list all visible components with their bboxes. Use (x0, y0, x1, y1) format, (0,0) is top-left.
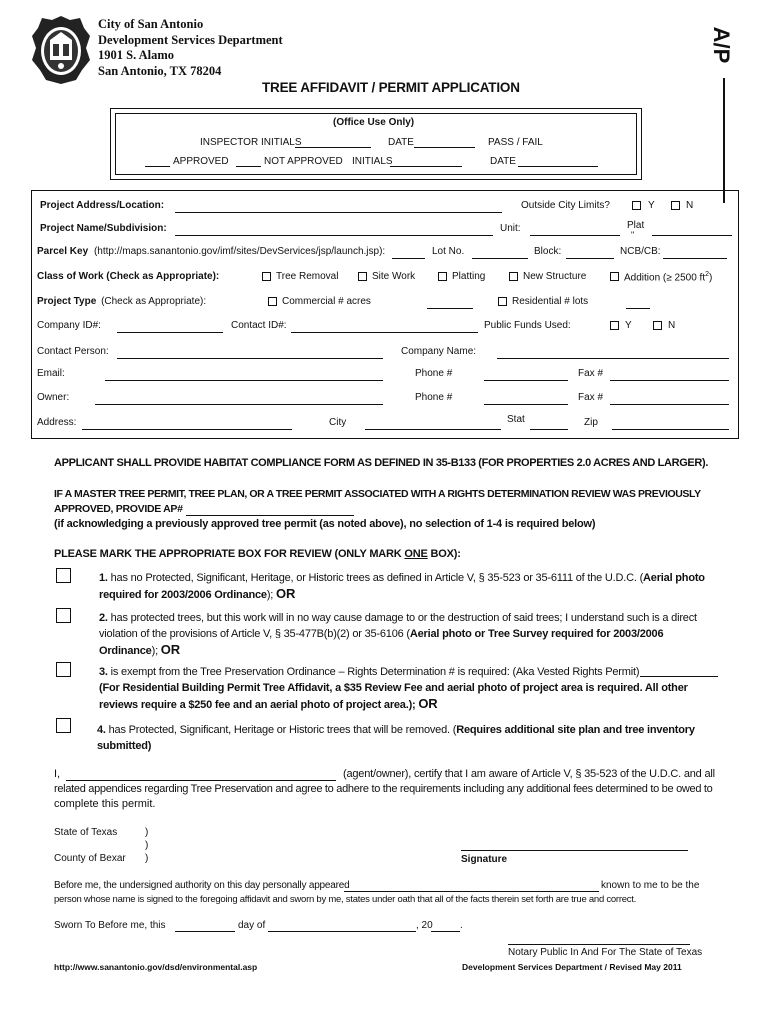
new-structure-label: New Structure (523, 271, 587, 282)
city-seal-icon (30, 14, 92, 86)
master-permit-line1: IF A MASTER TREE PERMIT, TREE PLAN, OR A TREE PERMIT ASSOCIATED WITH A RIGHTS DETERMINATION REVIEW WAS PREVIOUSLY (54, 488, 701, 500)
approved-field[interactable] (145, 166, 170, 167)
org-street: 1901 S. Alamo (98, 48, 175, 62)
option-1-d: ); (266, 589, 277, 601)
option-2-or: OR (160, 642, 180, 657)
master-permit-line2: APPROVED, PROVIDE AP# (54, 503, 183, 515)
office-date2-label: DATE (490, 156, 516, 167)
pass-fail-label: PASS / FAIL (488, 137, 543, 148)
contact-id-label: Contact ID#: (231, 320, 287, 331)
option-1-checkbox[interactable] (56, 568, 71, 583)
platting-label: Platting (452, 271, 486, 282)
owner-label: Owner: (37, 392, 70, 403)
owner-phone-field[interactable] (484, 404, 568, 405)
site-work-checkbox[interactable] (358, 272, 367, 281)
outside-city-no-label: N (686, 200, 694, 211)
contact-id-field[interactable] (291, 332, 478, 333)
ncb-field[interactable] (663, 258, 727, 259)
owner-phone-label: Phone # (415, 392, 453, 403)
city-field[interactable] (365, 429, 501, 430)
signature-field[interactable] (461, 850, 688, 851)
option-3-a: is exempt from the Tree Preservation Ordinance – Rights Determination # is required: (Aka Vested Rights Permit) (110, 666, 640, 678)
owner-fax-label: Fax # (578, 392, 604, 403)
sworn-d: . (460, 920, 463, 931)
paren-3: ) (145, 853, 149, 864)
public-funds-no-checkbox[interactable] (653, 321, 662, 330)
state-of-texas: State of Texas (54, 827, 118, 838)
project-address-field[interactable] (175, 212, 502, 213)
option-4-checkbox[interactable] (56, 718, 71, 733)
rights-determination-field[interactable] (640, 676, 718, 677)
contact-person-field[interactable] (117, 358, 383, 359)
project-name-label: Project Name/Subdivision: (40, 223, 167, 234)
lot-no-label: Lot No. (432, 246, 465, 257)
outside-city-yes-label: Y (648, 200, 655, 211)
option-3-text (99, 664, 719, 713)
residential-checkbox[interactable] (498, 297, 507, 306)
sworn-month-field[interactable] (268, 931, 416, 932)
inspector-initials-label: INSPECTOR INITIALS (200, 137, 302, 148)
office-date2-field[interactable] (518, 166, 598, 167)
plat-field[interactable] (652, 235, 732, 236)
commercial-acres-field[interactable] (427, 308, 473, 309)
fax-label: Fax # (578, 368, 604, 379)
company-id-label: Company ID#: (37, 320, 101, 331)
platting-checkbox[interactable] (438, 272, 447, 281)
zip-field[interactable] (612, 429, 729, 430)
option-1-c: required for 2003/2006 Ordinance (99, 589, 267, 601)
option-3-checkbox[interactable] (56, 662, 71, 677)
option-1-num: 1. (99, 572, 108, 584)
before-me-a: Before me, the undersigned authority on this day personally appeared (54, 880, 350, 891)
commercial-label: Commercial # acres (282, 296, 371, 307)
residential-lots-field[interactable] (626, 308, 650, 309)
project-address-label: Project Address/Location: (40, 200, 165, 211)
option-1-b: Aerial photo (643, 572, 705, 584)
org-department: Development Services Department (98, 32, 283, 47)
office-date-label: DATE (388, 137, 414, 148)
project-type-label: Project Type (37, 296, 97, 307)
outside-city-label: Outside City Limits? (521, 200, 610, 211)
sworn-a: Sworn To Before me, this (54, 920, 166, 931)
tree-removal-checkbox[interactable] (262, 272, 271, 281)
class-of-work-label: Class of Work (Check as Appropriate): (37, 271, 220, 282)
plat-sub: " (631, 230, 635, 240)
sworn-day-field[interactable] (175, 931, 235, 932)
parcel-key-field[interactable] (392, 258, 425, 259)
option-3-or: OR (418, 696, 438, 711)
phone-label: Phone # (415, 368, 453, 379)
before-me-b: known to me to be the (601, 880, 700, 891)
option-4-a: has Protected, Significant, Heritage or Historic trees that will be removed. ( (108, 724, 457, 736)
addition-text: Addition (≥ 2500 ft (624, 272, 706, 284)
ap-number-field[interactable] (186, 515, 354, 516)
option-3-c: reviews require a $250 fee and an aerial photo of project area.); (99, 699, 419, 711)
appeared-name-field[interactable] (344, 891, 599, 892)
zip-label: Zip (584, 417, 598, 428)
org-city: San Antonio, TX 78204 (98, 63, 222, 78)
residential-label: Residential # lots (512, 296, 589, 307)
county-of-bexar: County of Bexar (54, 853, 126, 864)
sworn-year-field[interactable] (431, 931, 460, 932)
option-2-checkbox[interactable] (56, 608, 71, 623)
signature-label: Signature (461, 854, 508, 865)
commercial-checkbox[interactable] (268, 297, 277, 306)
owner-field[interactable] (95, 404, 383, 405)
company-name-label: Company Name: (401, 346, 477, 357)
cert-line-c: complete this permit. (54, 798, 156, 810)
habitat-notice: APPLICANT SHALL PROVIDE HABITAT COMPLIANCE FORM AS DEFINED IN 35-B133 (FOR PROPERTIES 2.0 ACRES AND LARGER). (54, 457, 709, 469)
footer-url: http://www.sanantonio.gov/dsd/environmental.asp (54, 962, 258, 972)
email-field[interactable] (105, 380, 383, 381)
agent-owner-name-field[interactable] (66, 780, 336, 781)
public-funds-label: Public Funds Used: (484, 320, 571, 331)
office-use-heading: (Office Use Only) (333, 117, 415, 128)
project-type-hint: (Check as Appropriate): (101, 296, 207, 307)
block-label: Block: (534, 246, 562, 257)
addition-checkbox[interactable] (610, 272, 619, 281)
ncb-label: NCB/CB: (620, 246, 661, 257)
addition-close: ) (709, 272, 713, 284)
option-2-num: 2. (99, 612, 108, 624)
initials-label: INITIALS (352, 156, 393, 167)
notary-signature-field[interactable] (508, 944, 690, 945)
phone-field[interactable] (484, 380, 568, 381)
please-mark-a: PLEASE MARK THE APPROPRIATE BOX FOR REVIEW (ONLY MARK (54, 548, 405, 560)
option-2-c: Aerial photo or Tree Survey required for 2003/2006 (409, 628, 664, 640)
unit-field[interactable] (530, 235, 620, 236)
page-title: TREE AFFIDAVIT / PERMIT APPLICATION (262, 80, 520, 95)
company-name-field[interactable] (497, 358, 729, 359)
option-1-or: OR (276, 586, 296, 601)
state-field[interactable] (530, 429, 568, 430)
option-2-text (99, 610, 719, 659)
inspector-initials-field[interactable] (295, 147, 371, 148)
site-work-label: Site Work (372, 271, 416, 282)
unit-label: Unit: (500, 223, 521, 234)
addition-label (624, 271, 712, 283)
public-funds-yes-label: Y (625, 320, 632, 331)
option-2-b: violation of the provisions of Article V, § 35-477B(b)(2) or 35-6106 ( (99, 628, 410, 640)
block-field[interactable] (566, 258, 614, 259)
outside-city-yes-checkbox[interactable] (632, 201, 641, 210)
option-2-a: has protected trees, but this work will in no way cause damage to or the destruction of said trees; I understand such is a direct (110, 612, 697, 624)
addition-sup: 2 (705, 271, 709, 278)
master-permit-note: (if acknowledging a previously approved tree permit (as noted above), no selection of 1-4 is required below) (54, 518, 596, 530)
new-structure-checkbox[interactable] (509, 272, 518, 281)
option-4-c: submitted) (97, 740, 152, 752)
parcel-key-row (37, 246, 385, 257)
cert-i: I, (54, 768, 61, 780)
option-4-num: 4. (97, 724, 106, 736)
approved-label: APPROVED (173, 156, 229, 167)
address-label: Address: (37, 417, 77, 428)
side-label-ap: A/P (708, 20, 738, 190)
option-4-b: Requires additional site plan and tree inventory (456, 724, 695, 736)
initials-field[interactable] (390, 166, 462, 167)
footer-revision: Development Services Department / Revised May 2011 (462, 962, 682, 972)
option-4-text (97, 722, 717, 754)
option-3-b: (For Residential Building Permit Tree Affidavit, a $35 Review Fee and aerial photo of project area is required. All other (99, 682, 688, 694)
not-approved-field[interactable] (236, 166, 261, 167)
before-me-c: person whose name is signed to the foregoing affidavit and sworn by me, states under oath that all of the facts therein set forth are true and correct. (54, 894, 637, 905)
address-field[interactable] (82, 429, 292, 430)
not-approved-label: NOT APPROVED (264, 156, 343, 167)
cert-line-b: related appendices regarding Tree Preservation and agree to adhere to the requirements including any additional fees determined to be owed to (54, 783, 713, 795)
public-funds-no-label: N (668, 320, 676, 331)
option-3-num: 3. (99, 666, 108, 678)
project-type-row (37, 296, 206, 307)
sworn-c: , 20 (416, 920, 433, 931)
notary-label: Notary Public In And For The State of Texas (508, 947, 703, 958)
fax-field[interactable] (610, 380, 729, 381)
parcel-key-label: Parcel Key (37, 246, 89, 257)
option-2-d: Ordinance (99, 645, 152, 657)
parcel-key-url: (http://maps.sanantonio.gov/imf/sites/DevServices/jsp/launch.jsp): (93, 246, 386, 257)
cert-line-a: (agent/owner), certify that I am aware of Article V, § 35-523 of the U.D.C. and all (343, 768, 715, 780)
sworn-b: day of (238, 920, 266, 931)
please-mark-b: BOX): (427, 548, 461, 560)
contact-person-label: Contact Person: (37, 346, 109, 357)
please-mark-heading (54, 548, 461, 560)
org-name: City of San Antonio (98, 17, 204, 31)
please-mark-one: ONE (404, 548, 428, 560)
tree-removal-label: Tree Removal (276, 271, 339, 282)
state-label: Stat (507, 414, 525, 425)
office-date-field[interactable] (414, 147, 475, 148)
option-2-e: ); (151, 645, 161, 657)
company-id-field[interactable] (117, 332, 223, 333)
project-name-field[interactable] (175, 235, 493, 236)
lot-no-field[interactable] (472, 258, 528, 259)
city-label: City (329, 417, 347, 428)
public-funds-yes-checkbox[interactable] (610, 321, 619, 330)
owner-fax-field[interactable] (610, 404, 729, 405)
option-1-a: has no Protected, Significant, Heritage, or Historic trees as defined in Article V, § 35-523 or 35-6111 of the U.D.C. ( (110, 572, 644, 584)
paren-2: ) (145, 840, 149, 851)
plat-label: Plat (627, 220, 645, 231)
paren-1: ) (145, 827, 149, 838)
outside-city-no-checkbox[interactable] (671, 201, 680, 210)
option-1-text (99, 570, 719, 603)
email-label: Email: (37, 368, 65, 379)
